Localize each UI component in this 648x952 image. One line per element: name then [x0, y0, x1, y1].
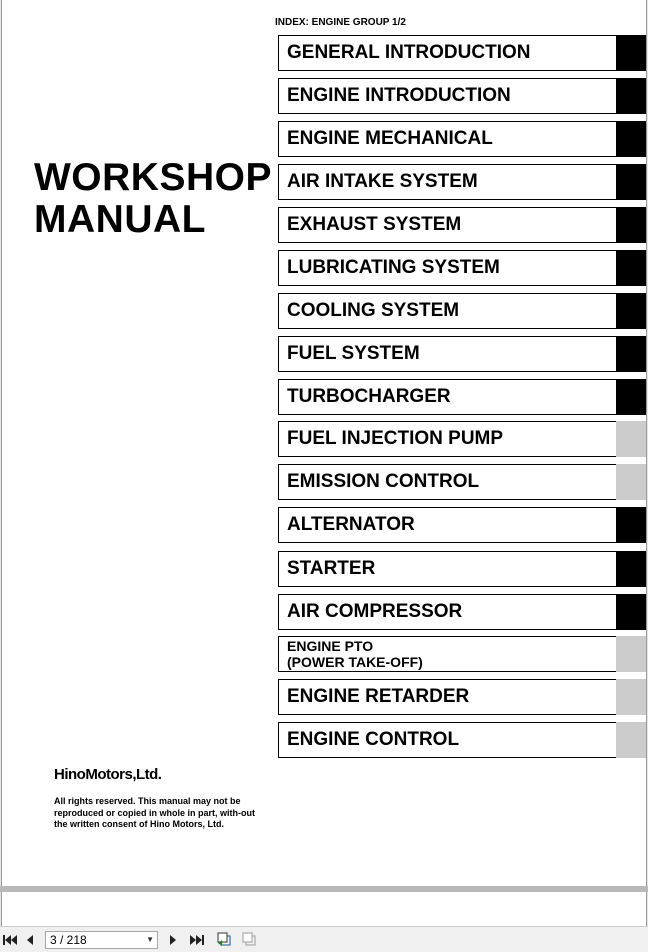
index-tab-label: FUEL INJECTION PUMP	[287, 428, 504, 449]
index-tab-label: ENGINE INTRODUCTION	[287, 85, 511, 106]
index-tab-marker	[616, 636, 646, 672]
index-tab-marker	[616, 121, 646, 157]
index-tab[interactable]	[278, 293, 616, 329]
viewer-toolbar	[0, 926, 648, 952]
index-tab[interactable]	[278, 336, 616, 372]
company-logo: HinoMotors,Ltd.	[54, 766, 162, 783]
index-tab-label: ENGINE CONTROL	[287, 729, 460, 750]
index-tab-marker	[616, 250, 646, 286]
pdf-page	[1, 0, 647, 886]
index-tab-label: EXHAUST SYSTEM	[287, 214, 462, 235]
index-tab-marker	[616, 551, 646, 587]
page-number-select[interactable]	[45, 931, 158, 949]
index-tab-marker	[616, 164, 646, 200]
index-tab-marker	[616, 293, 646, 329]
index-tab-label: ENGINE RETARDER	[287, 686, 470, 707]
index-tab-marker	[616, 464, 646, 500]
index-tab[interactable]	[278, 78, 616, 114]
index-tab[interactable]	[278, 250, 616, 286]
last-page-icon[interactable]	[189, 932, 205, 948]
index-tab-label: COOLING SYSTEM	[287, 300, 460, 321]
page-title	[34, 157, 272, 241]
index-tab-marker	[616, 679, 646, 715]
index-tab-label: AIR COMPRESSOR	[287, 601, 463, 622]
index-tab[interactable]	[278, 722, 616, 758]
index-tab-label: LUBRICATING SYSTEM	[287, 257, 500, 278]
index-tab-label: TURBOCHARGER	[287, 386, 451, 407]
index-tab[interactable]	[278, 679, 616, 715]
index-tab-marker	[616, 594, 646, 630]
first-page-icon[interactable]	[2, 932, 18, 948]
index-tab[interactable]	[278, 636, 616, 672]
next-pdf-page	[1, 892, 647, 926]
index-tab-label: EMISSION CONTROL	[287, 471, 480, 492]
index-tab[interactable]	[278, 594, 616, 630]
chevron-down-icon: ▼	[146, 935, 154, 944]
index-tab-marker	[616, 379, 646, 415]
index-tab-label: ENGINE PTO (POWER TAKE-OFF)	[287, 638, 423, 670]
index-tab-marker	[616, 336, 646, 372]
index-tab[interactable]	[278, 121, 616, 157]
index-tab-label: STARTER	[287, 558, 376, 579]
previous-page-icon[interactable]	[22, 932, 38, 948]
page-indicator: 3 / 218	[50, 933, 87, 947]
title-line-1: WORKSHOP	[34, 156, 272, 199]
index-tab[interactable]	[278, 507, 616, 543]
index-tab[interactable]	[278, 35, 616, 71]
index-tab-marker	[616, 35, 646, 71]
title-line-2: MANUAL	[34, 198, 206, 241]
index-tab[interactable]	[278, 421, 616, 457]
index-tab-marker	[616, 507, 646, 543]
go-back-icon[interactable]	[216, 932, 232, 948]
go-forward-icon[interactable]	[241, 932, 257, 948]
index-tab[interactable]	[278, 551, 616, 587]
index-tab-label: AIR INTAKE SYSTEM	[287, 171, 478, 192]
index-tab-marker	[616, 78, 646, 114]
index-tab-label: FUEL SYSTEM	[287, 343, 420, 364]
index-tab[interactable]	[278, 164, 616, 200]
copyright-notice: All rights reserved. This manual may not be reproduced or copied in whole in part, with-out the written consent of Hino Motors, Ltd.	[54, 796, 256, 829]
index-tab-label: GENERAL INTRODUCTION	[287, 42, 531, 63]
index-tab-marker	[616, 207, 646, 243]
index-tab-label: ALTERNATOR	[287, 514, 415, 535]
next-page-icon[interactable]	[165, 932, 181, 948]
index-tab[interactable]	[278, 379, 616, 415]
index-tab-marker	[616, 421, 646, 457]
index-tab-label: ENGINE MECHANICAL	[287, 128, 493, 149]
index-tab[interactable]	[278, 464, 616, 500]
index-header: INDEX: ENGINE GROUP 1/2	[275, 17, 406, 28]
index-tab-marker	[616, 722, 646, 758]
index-tab[interactable]	[278, 207, 616, 243]
